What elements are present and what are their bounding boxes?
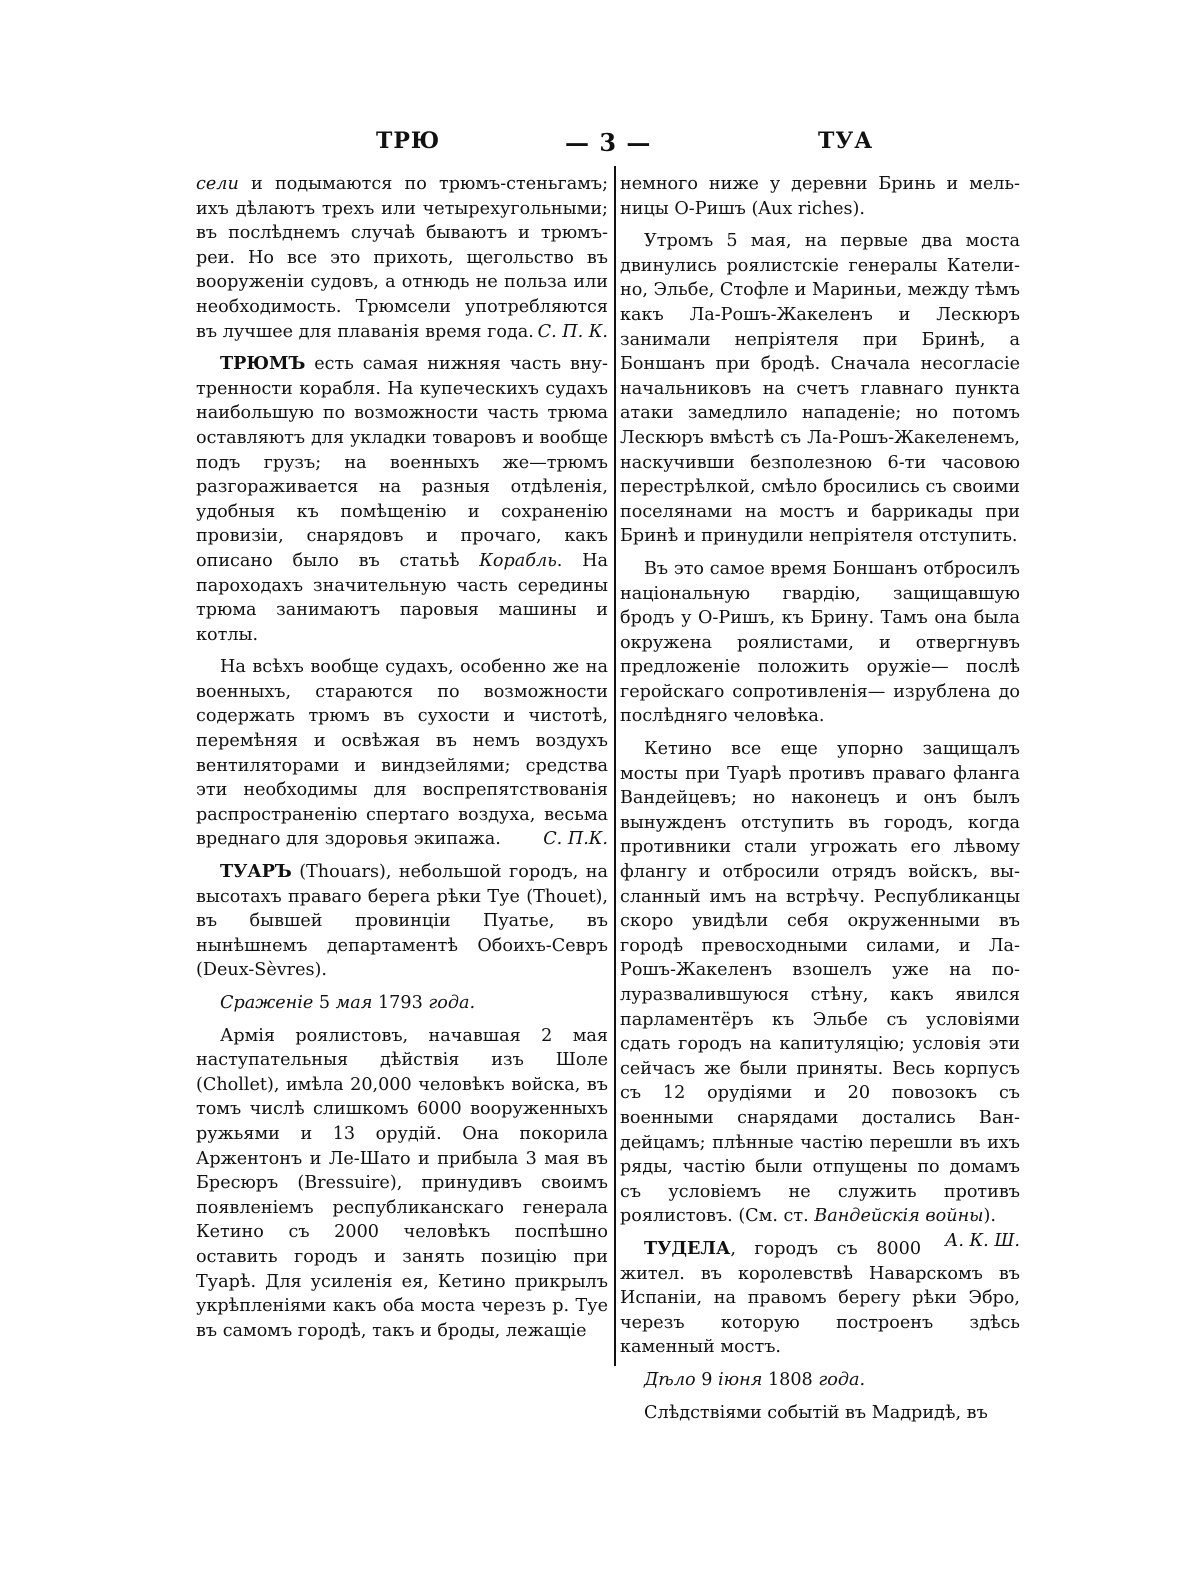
paragraph-text: (Thouars), небольшой городъ, на высотахъ праваго берега рѣки Туе (Thouet), въ бывшей провинціи Пуатье, въ нынѣшнемъ департаментѣ Обоихъ-Севръ (Deux-Sèvres). (196, 862, 608, 981)
section-year-word: года. (818, 1369, 866, 1390)
paragraph-consequences (620, 1401, 1020, 1426)
entry-trum (196, 352, 608, 647)
cross-reference: Вандейскія войны (814, 1206, 984, 1227)
paragraph-continued (620, 172, 1020, 221)
page-number: — 3 — (565, 128, 652, 157)
cross-reference: Корабль (479, 550, 557, 571)
section-day: 5 (313, 993, 336, 1013)
paragraph-text: Въ это самое время Боншанъ отбросилъ національную гвардію, защищавшую бродъ у О-Ришъ, къ Брину. Тамъ она была окружена роялистами, и отвергнувъ предложеніе положить оружіе— послѣ геройскаго сопротивленія— изрублена до послѣдняго человѣка. (620, 558, 1020, 727)
entry-tuar (196, 860, 608, 983)
paragraph-army (196, 1024, 608, 1344)
paragraph-text: немного ниже у деревни Бринь и мельницы О-Ришъ (Aux riches). (620, 174, 1020, 219)
paragraph-text: Армія роялистовъ, начавшая 2 мая наступательныя дѣйствія изъ Шоле (Chollet), имѣла 20,000 человѣкъ войска, въ томъ числѣ слишкомъ 6000 вооруженныхъ ружьями и 13 орудій. Она покорила Аржентонъ и Ле-Шато и прибыла 3 мая въ Бресюръ (Bressuire), принудивъ своимъ появленіемъ республиканскаго генерала Кетино съ 2000 человѣкъ поспѣшно оставить городъ и занять позицію при Туарѣ. Для усиленія ея, Кетино прикрылъ укрѣпленіями какъ оба моста черезъ р. Туе въ самомъ городѣ, такъ и броды, лежащіе (196, 1025, 608, 1341)
paragraph-text: ). (983, 1206, 996, 1227)
header-left-guide-word: ТРЮ (376, 128, 441, 154)
paragraph-bonchamp (620, 557, 1020, 729)
section-heading-affair (620, 1368, 1020, 1393)
author-signature: С. П. К. (537, 321, 608, 342)
paragraph-text: , городъ съ 8000 жител. въ королевствѣ Наварскомъ въ Испаніи, на правомъ берегу рѣки Эбро, черезъ которую построенъ здѣсь каменный мостъ. (620, 1238, 1020, 1358)
paragraph-text: есть самая нижняя часть внутренности корабля. На купеческихъ судахъ наибольшую по возможности часть трюма оставляютъ для укладки товаровъ и вообще подъ грузъ; на военныхъ же—трюмъ разгораживается на разныя отдѣленія, удобныя къ помѣщенію и сохраненію провизіи, снарядовъ и прочаго, какъ описано было въ статьѣ (196, 354, 608, 571)
running-header (0, 128, 1191, 158)
paragraph-text: Слѣдствіями событій въ Мадридѣ, въ (644, 1402, 988, 1423)
right-column (620, 172, 1020, 1433)
header-right-guide-word: ТУА (818, 128, 874, 154)
entry-term: ТУДЕЛА (644, 1237, 731, 1259)
paragraph-text: Утромъ 5 мая, на первые два моста двинулись роялистскіе генералы Кателино, Эльбе, Стофле и Мариньи, между тѣмъ какъ Ла-Рошъ-Жакеленъ и Лескюръ занимали непріятеля при Бринѣ, а Боншанъ при бродѣ. Сначала несогласіе начальниковъ на счетъ главнаго пункта атаки замедлило нападеніе; но потомъ Лескюръ вмѣстѣ съ Ла-Рошъ-Жакеленемъ, наскучивши безполезною 6-ти часовою перестрѣлкой, смѣло бросились съ своими поселянами на мостъ и баррикады при Бринѣ и принудили непріятеля отступить. (620, 231, 1020, 547)
section-month: іюня (718, 1369, 763, 1390)
paragraph-text: Кетино все еще упорно защищалъ мосты при Туарѣ противъ праваго фланга Вандейцевъ; но наконецъ и онъ былъ вынужденъ отступить въ городъ, когда противники стали угрожать его лѣвому флангу и отбросили отрядъ войскъ, высланный имъ на встрѣчу. Республиканцы скоро увидѣли себя окруженными въ городѣ превосходными силами, и Ла-Рошъ-Жакеленъ взошелъ уже на полуразвалившуюся стѣну, какъ явился парламентёръ къ Эльбе съ условіями сдать городъ на капитуляцію; условія эти сейчасъ же были приняты. Весь корпусъ съ 12 орудіями и 20 повозокъ съ военными снарядами достались Вандейцамъ; плѣнные частію перешли въ ихъ ряды, частію были отпущены по домамъ съ условіемъ не служить противъ роялистовъ. (См. ст. (620, 739, 1020, 1227)
section-year: 1808 (762, 1369, 819, 1390)
section-label: Сраженіе (220, 993, 314, 1013)
paragraph-text: На всѣхъ вообще судахъ, особенно же на военныхъ, стараются по возможности содержать трюмъ въ сухости и чистотѣ, перемѣняя и освѣжая въ немъ воздухъ вентиляторами и виндзейлями; средства эти необходимы для воспрепятствованія распространенію спертаго воздуха, весьма вреднаго для здоровья экипажа. (196, 657, 608, 850)
entry-term: ТРЮМЪ (220, 353, 306, 375)
paragraph-morning (620, 229, 1020, 549)
section-heading-battle (196, 991, 608, 1016)
paragraph-trum-care (196, 655, 608, 852)
left-column (196, 172, 608, 1351)
paragraph-text: . На пароходахъ значительную часть середины трюма занимаютъ паровыя машины и котлы. (196, 550, 608, 645)
section-year: 1793 (372, 993, 429, 1013)
author-signature: А. К. Ш. (945, 1230, 1020, 1251)
word-fragment: сели (196, 174, 239, 194)
column-divider (614, 166, 616, 1366)
section-year-word: года. (428, 993, 476, 1013)
section-label: Дѣло (644, 1369, 696, 1390)
author-signature: С. П.К. (543, 829, 608, 850)
entry-term: ТУАРЪ (220, 861, 292, 883)
section-day: 9 (695, 1369, 719, 1390)
paragraph-text: и подымаются по трюмъ-стеньгамъ; ихъ дѣлаютъ трехъ или четырехугольными; въ послѣднемъ случаѣ бываютъ и трюмъ-реи. Но все это прихоть, щегольство въ вооруженіи судовъ, а отнюдь не польза или необходимость. Трюмсели употребляются въ лучшее для плаванія время года. (196, 174, 608, 342)
paragraph-trumseli-end (196, 172, 608, 344)
entry-tudela (620, 1237, 1020, 1360)
section-month: мая (335, 993, 373, 1013)
